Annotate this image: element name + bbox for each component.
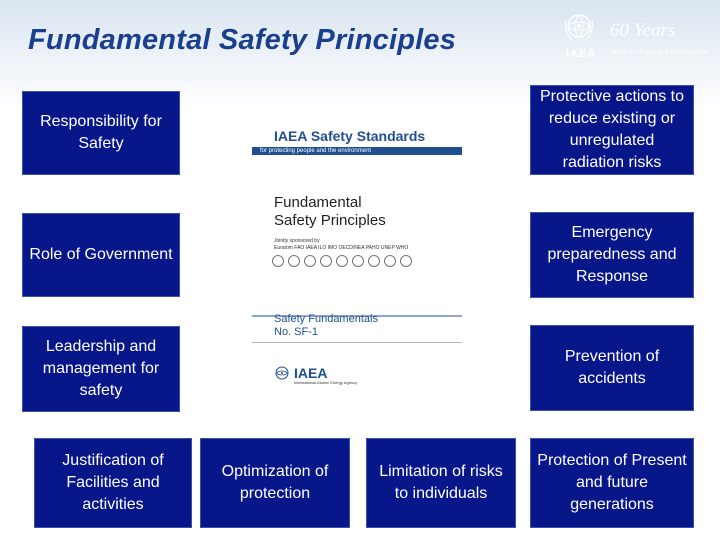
box-responsibility-for-safety — [22, 91, 180, 175]
cover-sponsor-logos — [272, 255, 432, 267]
sponsor-logo-icon — [368, 255, 380, 267]
logo-brand: IAEA — [566, 48, 597, 60]
box-label: Limitation of risks to individuals — [379, 463, 503, 502]
box-label: Prevention of accidents — [564, 348, 660, 387]
box-limitation-of-risks — [366, 438, 516, 528]
box-label: Leadership and management for safety — [42, 338, 160, 399]
logo-years: 60 Years — [610, 20, 676, 41]
iaea-emblem-icon — [274, 365, 290, 381]
box-optimization-of-protection — [200, 438, 350, 528]
safety-fundamentals-cover-image — [238, 110, 462, 402]
cover-jointly-label: Jointly sponsored by — [274, 238, 320, 244]
box-label: Justification of Facilities and activities — [62, 452, 164, 513]
iaea-60-years-logo — [552, 8, 717, 60]
cover-publisher: IAEA — [294, 365, 328, 381]
sponsor-logo-icon — [304, 255, 316, 267]
box-justification — [34, 438, 192, 528]
box-leadership-and-management — [22, 326, 180, 412]
cover-divider — [252, 342, 462, 343]
sponsor-logo-icon — [288, 255, 300, 267]
cover-title-line1: Fundamental — [274, 194, 362, 211]
cover-series-bar — [252, 147, 462, 155]
cover-publisher-sub: International Atomic Energy Agency — [294, 380, 358, 385]
iaea-emblem-icon — [562, 10, 596, 44]
page-title: Fundamental Safety Principles — [28, 24, 457, 56]
box-label: Protection of Present and future generations — [537, 452, 687, 513]
box-protective-actions — [530, 85, 694, 175]
cover-series-subtitle: for protecting people and the environment — [260, 148, 372, 154]
box-label: Emergency preparedness and Response — [547, 224, 677, 285]
cover-series-title: IAEA Safety Standards — [274, 128, 426, 144]
cover-sf-label: Safety Fundamentals — [274, 313, 378, 325]
box-label: Protective actions to reduce existing or unregulated radiation risks — [539, 88, 685, 171]
cover-safety-fundamentals — [274, 313, 378, 339]
logo-tagline: Atoms for Peace and Development — [610, 48, 708, 56]
box-prevention-of-accidents — [530, 325, 694, 411]
sponsor-logo-icon — [384, 255, 396, 267]
sponsor-logo-icon — [400, 255, 412, 267]
cover-jointly-sponsored — [274, 238, 408, 252]
cover-sf-number: No. SF-1 — [274, 326, 319, 338]
box-label: Optimization of protection — [221, 463, 329, 502]
sponsor-logo-icon — [352, 255, 364, 267]
box-emergency-preparedness — [530, 212, 694, 298]
box-protection-of-generations — [530, 438, 694, 528]
box-role-of-government — [22, 213, 180, 297]
cover-sponsors-list: Euratom FAO IAEA ILO IMO OECD/NEA PAHO UNEP WHO — [274, 245, 409, 251]
sponsor-logo-icon — [320, 255, 332, 267]
sponsor-logo-icon — [272, 255, 284, 267]
box-label: Role of Government — [29, 246, 173, 263]
cover-title — [274, 194, 386, 230]
sponsor-logo-icon — [336, 255, 348, 267]
box-label: Responsibility for Safety — [40, 113, 162, 152]
cover-title-line2: Safety Principles — [274, 212, 386, 229]
